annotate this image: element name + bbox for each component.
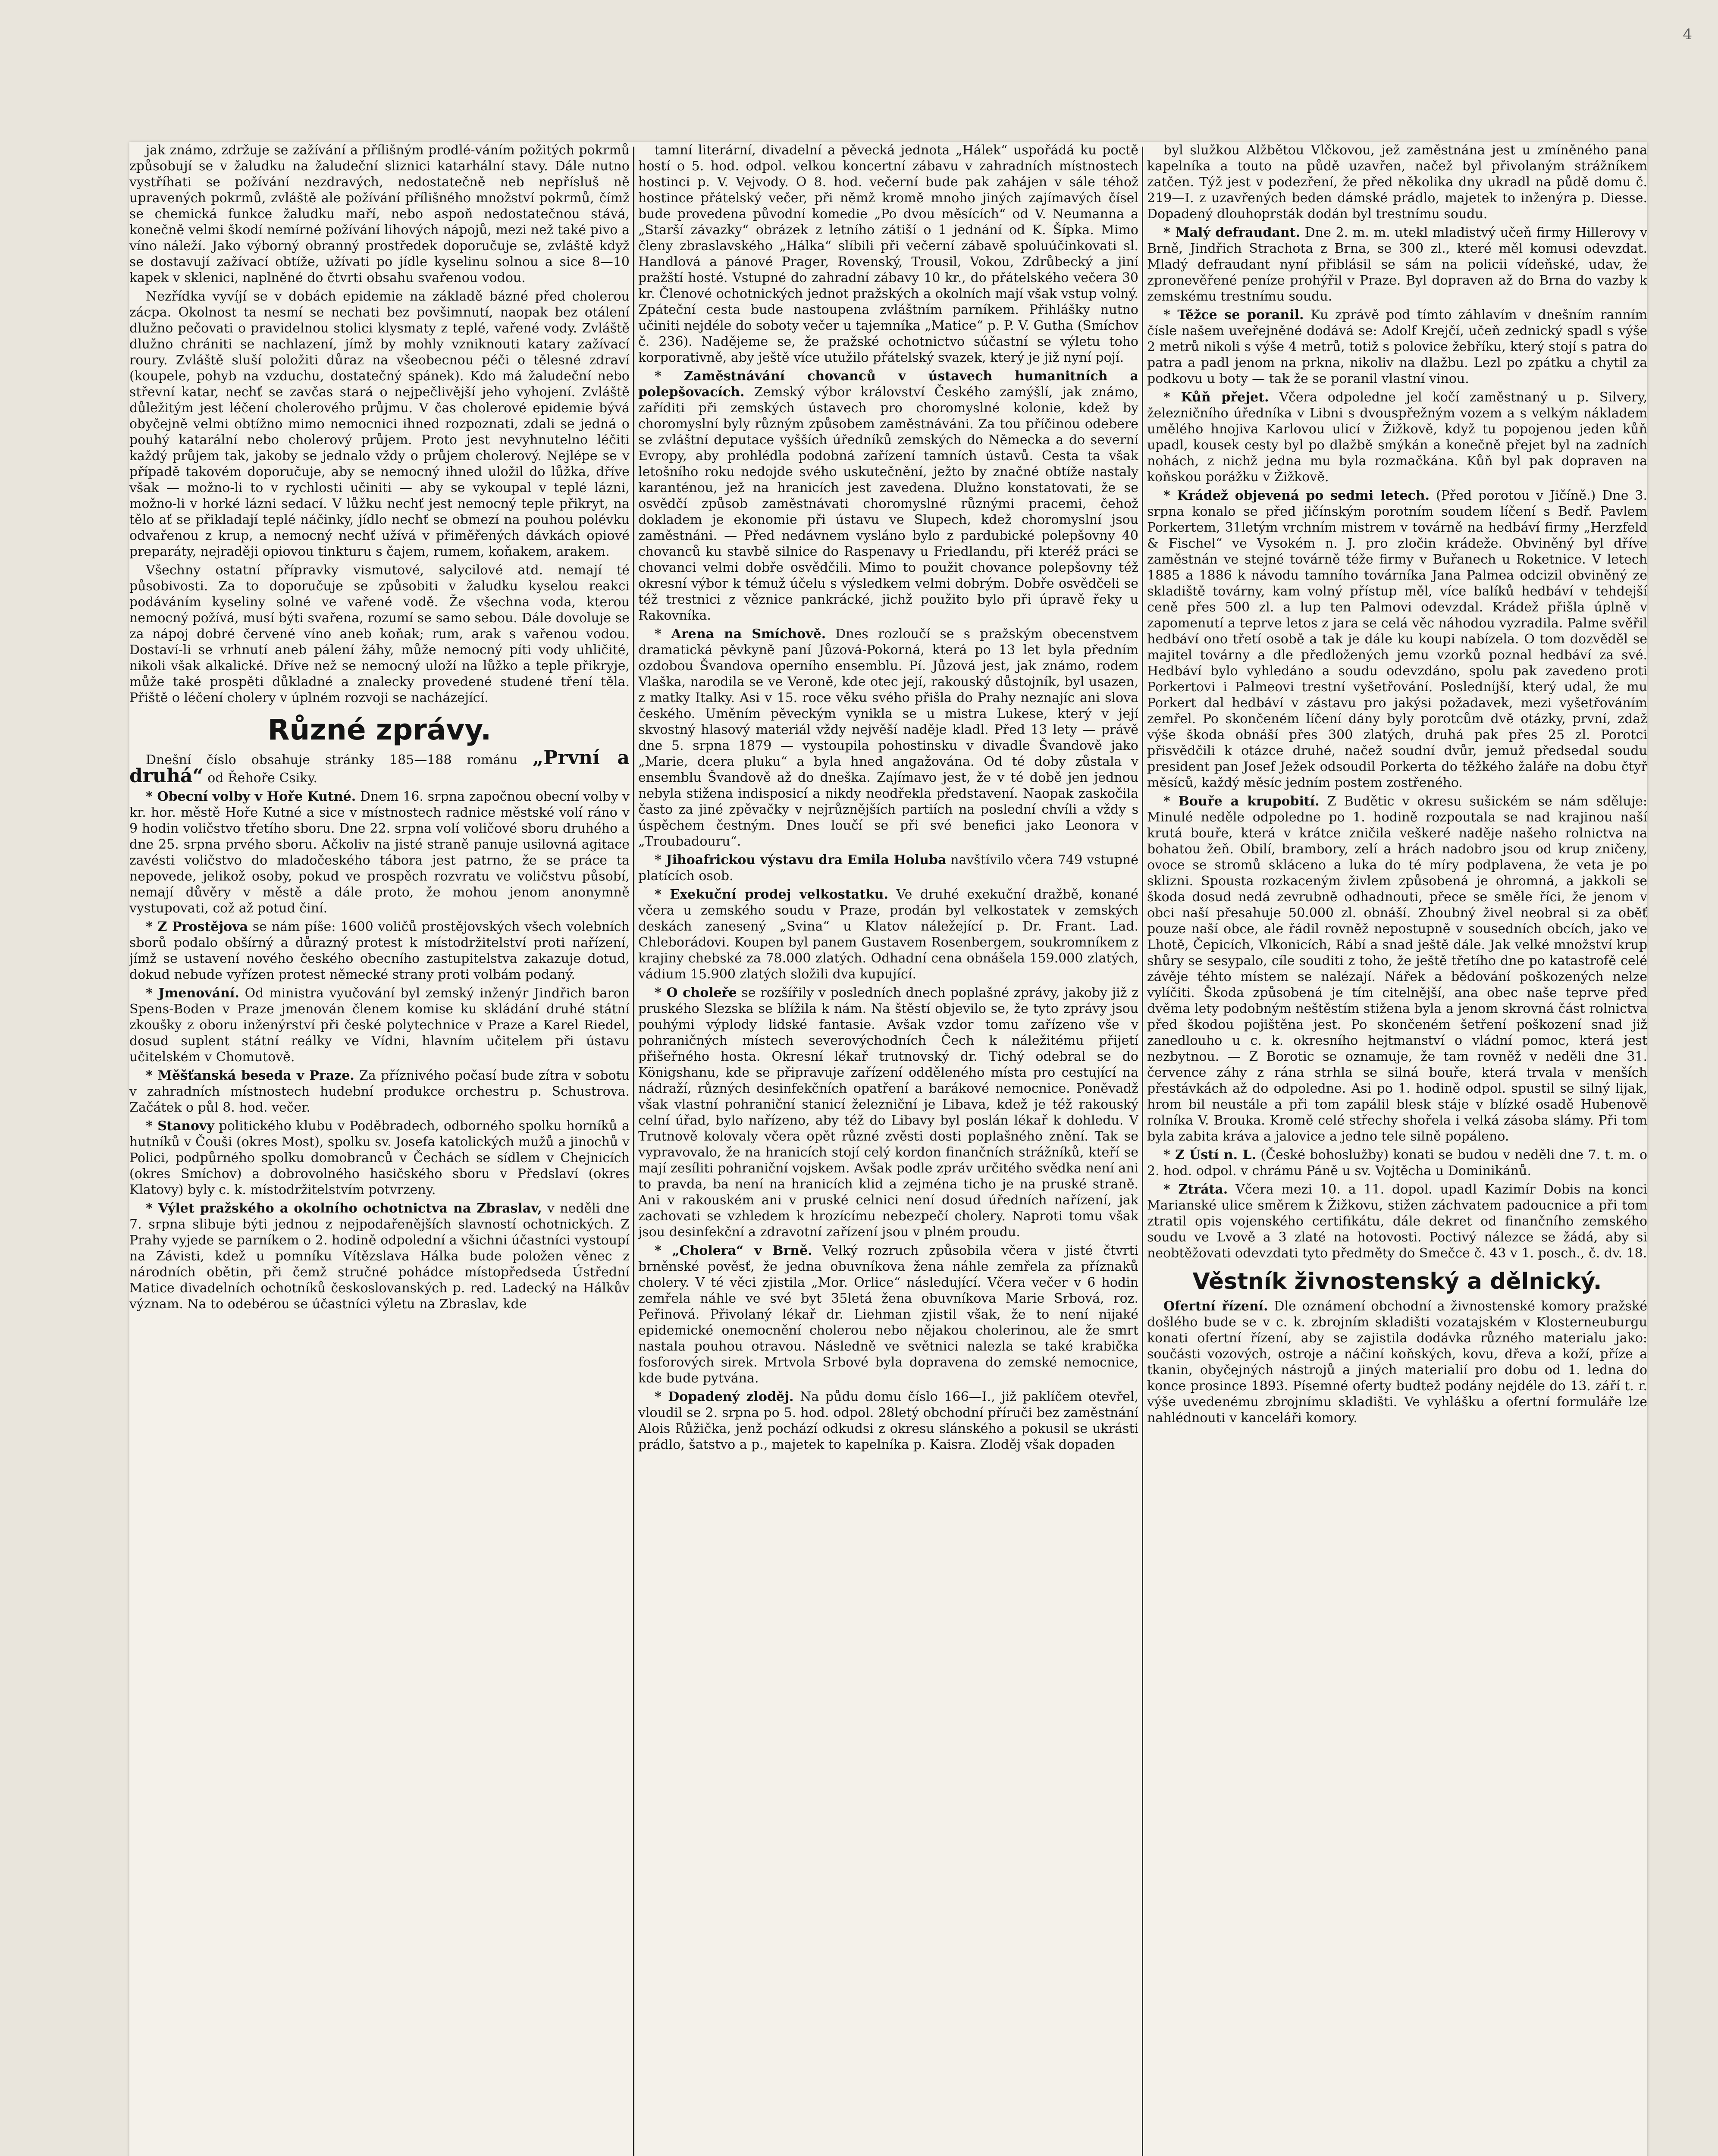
news-item: * Arena na Smíchově. Dnes rozloučí se s pražským obecenstvem dramatická pěvkyně paní Jůzová-Pokorná, která po 13 let byla předním ozdobou Švandova operního ensemblu. Pí. Jůzová jest, jak známo, rodem Vlaška, narodila se ve Veroně, kde otec její, rakouský důstojník, byl usazen, z matky Italky. Asi v 15. roce věku svého přišla do Prahy neznajíc ani slova českého. Uměním pěveckým vynikla se u mistra Lukese, který v její skvostný hlasový materiál vždy nejvěší naděje kladl. Před 13 lety — právě dne 5. srpna 1879 — vystoupila pohostinsku v divadle Švandově jako „Marie, dcera pluku“ a byla hned angažována. Od té doby zůstala v ensemblu Švandově až do dneška. Zajímavo jest, že v té době jen jednou nebyla stižena indisposicí a nikdy neodřekla představení. Naopak zaskočila často za jiné zpěvačky v nejrůznějších partiích na poslední chvíli a vždy s úspěchem čestným. Dnes loučí se při své benefici jako Leonora v „Troubadouru“. [638,627,1138,849]
news-item: * Dopadený zloděj. Na půdu domu číslo 166—I., již paklíčem otevřel, vloudil se 2. srpna po 5. hod. odpol. 28letý obchodní příruči bez zaměstnání Alois Růžička, jenž pochází odkudsi z okresu slánského a pokusil se ukrásti prádlo, šatstvo a p., majetek to kapelníka p. Kaisra. Zloděj však dopaden [638,1389,1138,1452]
news-headline: * Jihoafrickou výstavu dra Emila Holuba [655,852,947,868]
news-item: * Exekuční prodej velkostatku. Ve druhé exekuční dražbě, konané včera u zemského soudu v Praze, prodán byl velkostatek v zemských deskách zanesený „Svina“ u Klatov náležející p. Dr. Frant. Lad. Chleborádovi. Koupen byl panem Gustavem Rosenbergem, soukromníkem z krajiny chebské za 78.000 zlatých. Odhadní cena obnášela 159.000 zlatých, vádium 15.900 zlatých složili dva kupující. [638,887,1138,982]
news-headline: * Měšťanská beseda v Praze. [146,1068,354,1083]
news-item: * „Cholera“ v Brně. Velký rozruch způsobila včera v jisté čtvrti brněnské pověsť, že jedna obuvníkova žena náhle zemřela za příznaků cholery. V té věci zjistila „Mor. Orlice“ následující. Včera večer v 6 hodin zemřela náhle ve své byt 35letá žena obuvníkova Marie Srbová, roz. Peřinová. Přivolaný lékař dr. Liehman zjistil však, že to není nijaké epidemické onemocnění cholerou nebo nějakou cholerinou, ale že smrt nastala pouhou otravou. Následně ve světnici nalezla se také krabička fosforových sirek. Mrtvola Srbové byla dopravena do zemské nemocnice, kde bude pytvána. [638,1243,1138,1386]
news-headline: Ofertní řízení. [1163,1299,1268,1314]
news-headline: * Z Prostějova [146,919,248,934]
section-title: Věstník živnostenský a dělnický. [1192,1269,1602,1294]
news-headline: * Exekuční prodej velkostatku. [655,887,888,902]
news-headline: * O choleře [655,985,737,1000]
news-headline: * Dopadený zloděj. [655,1389,794,1404]
article-text: Nezřídka vyvíjí se v dobách epidemie na základě bázné před cholerou zácpa. Okolnost ta nesmí se nechati bez povšimnutí, naopak bez otálení dlužno pečovati o pravidelnou stolici klysmaty z teplé, vařené vody. Zvláště dlužno chrániti se nachlazení, jímž by mohly vzniknouti katary zažívací roury. Zvláště sluší položiti důraz na všeobecnou péči o tělesné zdraví (koupele, pohyb na vzduchu, dostatečný spánek). Kdo má žaludeční nebo střevní katar, nechť se zavčas stará o nejpečlivější jeho vyhojení. Zvláště důležitým jest léčení cholerového průjmu. V čas cholerové epidemie bývá obyčejně velmi obtížno mimo nemocnici ihned rozpoznati, zdali se jedná o pouhý katarální nebo cholerový průjem. Proto jest nevyhnutelno léčiti každý průjem tak, jakoby se jednalo vždy o průjem cholerový. Nejlépe se v případě takovém doporučuje, aby se nemocný ihned uložil do lůžka, dříve však — možno-li to v rychlosti učiniti — aby se vykoupal v teplé lázni, možno-li v horké lázni sedací. V lůžku nechť jest nemocný teple přikryt, na tělo ať se přikladají teplé náčinky, jídlo nechť se obmezí na pouhou polévku odvařenou z krup, a nemocný nechť užívá v přiměřených dávkách opiové preparáty, nejraději opiovou tinkturu s čajem, rumem, koňakem, arakem. [129,289,630,559]
news-headline: * Obecní volby v Hoře Kutné. [146,789,356,804]
news-headline: * Krádež objevená po sedmi letech. [1163,488,1430,503]
news-item: * Kůň přejet. Včera odpoledne jel kočí zaměstnaný u p. Silvery, železničního úředníka v Libni s dvouspřežným vozem a s velkým nákladem umělého hnojiva Karlovou ulicí v Žižkově, když tu popojenou jeden kůň upadl, kousek cesty byl po dlažbě smýkán a konečně přejet byl na zadních nohách, z nichž jedna mu byla rozmačkána. Kůň byl pak dopraven na koňskou porážku v Žižkově. [1147,390,1647,485]
news-headline: * Kůň přejet. [1163,390,1269,405]
column-1 [129,142,630,2156]
news-headline: * Jmenování. [146,986,239,1001]
news-item: * Obecní volby v Hoře Kutné. Dnem 16. srpna započnou obecní volby v kr. hor. městě Hoře Kutné a sice v místnostech radnice městské volí ráno v 9 hodin voličstvo třetího sboru. Dne 22. srpna volí voličové sboru druhého a dne 25. srpna prvého sboru. Ačkoliv na jisté straně panuje usilovná agitace zavésti voličstvo do mladočeského tábora jest patrno, že se práce ta nepovede, jelikož osoby, pokud ve prospěch rozvratu ve voličstvu působí, nemají důvěry v městě a dále proto, že mohou jenom anonymně vystupovati, což až potud činí. [129,789,630,916]
news-item: * O choleře se rozšířily v posledních dnech poplašné zprávy, jakoby již z pruského Slezska se blížila k nám. Na štěstí objevilo se, že tyto zprávy jsou pouhými výplody lidské fantasie. Avšak vzdor tomu zařízeno vše v pohraničných místech severovýchodních Čech k náležitému přijetí přišeřného hosta. Okresní lékař trutnovský dr. Tichý odebral se do Königshanu, kde se připravuje zařízení odděleného místa pro cestující na nádraží, různých desinfekčních opatření a barákové nemocnice. Poněvadž však vlastní pohraniční stanicí železniční je Libava, kdež je též rakouský celní úřad, bylo nařízeno, aby též do Libavy byl poslán lékař k dohledu. V Trutnově kolovaly včera opět různé zvěsti dosti poplašného znění. Tak se vypravovalo, že na hranicích stojí celý kordon finančních strážníků, kteří se mají zesíliti pohraniční vojskem. Avšak podle zpráv určitého svědka není ani to pravda, ba není na hranicích klid a zejména ticho je na pruské straně. Ani v rakouském ani v pruské celnici není dosud úředních nařízení, jak zachovati se vzhledem k hrozícímu nebezpečí cholery. Naproti tomu však jsou desinfekční a zdravotní zařízení jsou v plném proudu. [638,985,1138,1240]
news-item: * Z Ústí n. L. (České bohoslužby) konati se budou v neděli dne 7. t. m. o 2. hod. odpol. v chrámu Páně u sv. Vojtěcha u Dominikánů. [1147,1147,1647,1178]
section-title: Různé zprávy. [267,713,492,746]
news-headline: * Arena na Smíchově. [655,627,826,642]
article-text: Všechny ostatní přípravky vismutové, salycilové atd. nemají té působivosti. Za to doporučuje se způsobiti v žaludku kyselou reakci podáváním kyseliny solné ve vařené vodě. Že všechna voda, kterou nemocný požívá, musí býti svařena, rozumí se samo sebou. Dále dovoluje se za nápoj dobré červené víno aneb koňak; rum, arak s vařenou vodou. Dostaví-li se vrhnutí aneb pálení žáhy, může nemocný píti vody uhličité, nikoli však alkalické. Dříve než se nemocný uloží na lůžko a teple přikryje, může také prospěti důkladné a znalecky provedené studené tření těla. Přiště o léčení cholery v úplném rozvoji se nacházející. [129,563,630,705]
article-text: byl služkou Alžbětou Vlčkovou, jež zaměstnána jest u zmíněného pana kapelníka a touto na půdě uzavřen, načež byl přivolaným strážníkem zatčen. Týž jest v podezření, že před několika dny ukradl na půdě domu č. 219—I. z uzavřených beden dámské prádlo, majetek to inženýra p. Diesse. Dopadený dlouhoprsták dodán byl trestnímu soudu. [1147,143,1647,222]
news-item: * Stanovy politického klubu v Poděbradech, odborného spolku horníků a hutníků v Čouši (okres Most), spolku sv. Josefa katolických mužů a jinochů v Polici, podpůrného spolku domobranců v Čechách se sídlem v Chejnicích (okres Smíchov) a dobrovolného hasičského sboru v Předslaví (okres Klatovy) byly c. k. místodržitelstvím potvrzeny. [129,1119,630,1197]
news-headline: * Bouře a krupobití. [1163,794,1320,809]
column-rule [1142,147,1143,2156]
news-headline: * Ztráta. [1163,1182,1228,1197]
news-headline: * Stanovy [146,1119,214,1134]
news-headline: * Z Ústí n. L. [1163,1147,1256,1163]
article-text: jak známo, zdržuje se zažívání a přílišným prodlé-váním požitých pokrmů způsobují se v žaludku na žaludeční sliznici katarhální stavy. Dále nutno vystříhati se požívání nezdravých, nedostatečně neb nepřísluš ně upravených pokrmů, zvláště ale požívání přílišného množství pokrmů, čímž se chemická funkce žaludku maří, nebo aspoň nedostatečnou stává, konečně velmi škodí nemírné požívání lihových nápojů, mezi než také pivo a víno náleží. Jako výborný obranný prostředek doporučuje se, zvláště když se dostavují zažívací obtíže, užívati po jídle kyselinu solnou a sice 8—10 kapek v sklenici, naplněné do čtvrti obsahu svařenou vodou. [129,143,630,285]
news-item: * Výlet pražského a okolního ochotnictva na Zbraslav, v neděli dne 7. srpna slibuje býti jednou z nejpodařenějších slavností ochotnických. Z Prahy vyjede se parníkem o 2. hodině odpolední a všichni účastníci vystoupí na Závisti, kdež u pomníku Vítězslava Hálka bude položen věnec z národních obětin, při čemž stručné pohádce místopředseda Ústřední Matice divadelních ochotníků českoslovanských p. red. Ladecký na Hálkův význam. Na to odebérou se účastníci výletu na Zbraslav, kde [129,1201,630,1312]
news-item: * Zaměstnávání chovanců v ústavech humanitních a polepšovacích. Zemský výbor království Českého zamýšlí, jak známo, zaříditi při zemských ústavech pro choromyslné kolonie, kdež by choromyslní byly různým způsobem zaměstnáváni. Za tou příčinou odebere se zvláštní deputace vyšších úředníků zemských do Německa a do severní Evropy, aby prohlédla podobná zařízení tamních ústavů. Cesta ta však letošního roku nedojde svého uskutečnění, ježto by značné obtíže nastaly karanténou, jež na hranicích jest zavedena. Dlužno konstatovati, že se osvědčí způsob zaměstnávati choromyslné různými pracemi, čehož dokladem je ekonomie při ústavu ve Slupech, kdež choromyslní jsou zaměstnáni. — Před nedávnem vysláno bylo z pardubické polepšovny 40 chovanců ku stavbě silnice do Raspenavy u Friedlandu, při kteréž práci se chovanci velmi dobře osvědčili. Mimo to použit chovance polepšovny též okresní výbor k témuž účelu s výsledkem velmi dobrým. Dobře osvědčeli se též trestnici z věznice pankrácké, jichž použito bylo při úpravě řeky u Rakovníka. [638,369,1138,623]
news-item: * Bouře a krupobití. Z Budětic v okresu sušickém se nám sděluje: Minulé neděle odpoledne po 1. hodině rozpoutala se nad krajinou naší krutá bouře, která v krátce zničila veškeré naděje našeho rolnictva na bohatou žeň. Obilí, brambory, zelí a hrách nadobro jsou od krup zničeny, ovoce se stromů skláceno a luka do té míry podplavena, že veta je po sklizni. Spousta rozkaceným živlem způsobená je ohromná, a jakkoli se škoda dosud nedá zevrubně odhadnouti, přece se směle říci, že jenom v obci naší přesahuje 50.000 zl. obnáší. Zhoubný živel neobral si za oběť pouze naší obce, ale řádil rovněž nepostupně v sousedních obcích, jako ve Lhotě, Čepicích, Vlkonicích, Rábí a snad ještě dále. Jak velké množství krup shůry se sesypalo, cíle souditi z toho, že ještě třetího dne po katastrofě celé závěje téhto místem se nalézají. Nářek a bědování poškozených nelze vylíčiti. Škoda způsobená je tím citelnější, ana obec naše teprve před dvěma lety podobným neštěstím stižena byla a jenom skrovná část rolnictva před škodou pojištěna jest. Po skončeném šetření poškození snad již zanedlouho u c. k. okresního hejtmanství o vládní pomoc, která jest nezbytnou. — Z Borotic se oznamuje, že tam rovněž v neděli dne 31. července záhy z rána strhla se silná bouře, která trvala v menších přestávkách až do odpoledne. Asi po 1. hodině odpol. spustil se silný lijak, hrom bil neustále a při tom zapálil blesk stáje v blízké osadě Hubenově rolníka V. Brouka. Kromě celé střechy shořela i velká zásoba slámy. Při tom byla zabita kráva a jalovice a jedno tele silně popáleno. [1147,794,1647,1144]
column-2 [638,142,1138,2156]
news-headline: * Malý defraudant. [1163,225,1301,240]
news-headline: * Zaměstnávání chovanců v ústavech humanitních a polepšovacích. [638,369,1138,400]
column-rule [633,147,634,2156]
news-item: * Malý defraudant. Dne 2. m. m. utekl mladistvý učeň firmy Hillerovy v Brně, Jindřich Strachota z Brna, se 300 zl., které měl komusi odevzdat. Mladý defraudant nyní přiblásil se sám na policii vídeňské, udav, že zpronevěřené peníze prohýřil v Praze. Byl dopraven až do Brna do vazby k zemskému trestnímu soudu. [1147,225,1647,304]
article-text: tamní literární, divadelní a pěvecká jednota „Hálek“ uspořádá ku poctě hostí o 5. hod. odpol. velkou koncertní zábavu v zahradních místnostech hostinci p. V. Vejvody. O 8. hod. večerní bude pak zahájen v sále téhož hostince přátelský večer, při němž kromě mnoho jiných zajímavých čísel bude provedena původní komedie „Po dvou měsících“ od V. Neumanna a „Starší závazky“ obrázek z letního zátiší o 1 jednání od K. Šípka. Mimo členy zbraslavského „Hálka“ slíbili při večerní zábavě spoluúčinkovati sl. Handlová a pánové Prager, Rovenský, Trousil, Vokou, Zdrůbecký a jiní pražští hosté. Vstupné do zahradní zábavy 10 kr., do přátelského večera 30 kr. Členové ochotnických jednot pražských a okolních mají však vstup volný. Zpáteční cesta bude nastoupena zvláštním parníkem. Přihlášky nutno učiniti nejdéle do soboty večer u tajemníka „Matice“ p. P. V. Gutha (Smíchov č. 236). Nadějeme se, že pražské ochotnictvo súčastní se výletu toho korporativně, aby ještě více utužilo přátelský svazek, který je již nyní pojí. [638,143,1138,365]
news-headline: * „Cholera“ v Brně. [655,1243,812,1258]
column-3 [1147,142,1647,2156]
news-item: Ofertní řízení. Dle oznámení obchodní a živnostenské komory pražské došlého bude se v c. k. zbrojním skladišti vozatajském v Klosterneuburgu konati ofertní řízení, aby se zajistila dodávka různého materialu jako: součásti vozových, ostroje a náčiní koňských, kovu, dřeva a koží, příze a tkanin, obyčejných nástrojů a jiných materialií pro dobu od 1. ledna do konce prosince 1893. Písemné oferty budtež podány nejdéle do 13. září t. r. výše uvedenému zbrojnímu skladišti. Ve vyhlášku a ofertní formuláře lze nahlédnouti v kanceláři komory. [1147,1299,1647,1426]
novel-title: „První a druhá“ [129,747,630,787]
newspaper-page [129,142,1647,2156]
news-item: * Jihoafrickou výstavu dra Emila Holuba navštívilo včera 749 vstupné platících osob. [638,852,1138,884]
news-item: * Měšťanská beseda v Praze. Za příznivého počasí bude zítra v sobotu v zahradních místnostech hudební produkce orchestru p. Schustrova. Začátek o půl 8. hod. večer. [129,1068,630,1115]
news-item: * Z Prostějova se nám píše: 1600 voličů prostějovských všech volebních sborů podalo obšírný a důrazný protest k místodržitelství proti nařízení, jímž se ustavení nového českého obecního zastupitelstva zakazuje dotud, dokud nebude vyřízen protest německé strany proti volbám podaný. [129,919,630,982]
novel-notice: Dnešní číslo obsahuje stránky 185—188 románu „První a druhá“ od Řehoře Csiky. [129,747,630,787]
news-headline: * Těžce se poranil. [1163,307,1304,323]
news-item: * Ztráta. Včera mezi 10. a 11. dopol. upadl Kazimír Dobis na konci Marianské ulice směrem k Žižkovu, stižen záchvatem padoucnice a při tom ztratil opis vojenského certifikátu, dále dekret od finančního zemského soudu ve Lvově a 3 zlaté na hotovosti. Poctivý nálezce se žádá, aby si neobtěžovati odevzdati tyto předměty do Smečce č. 43 v 1. posch., č. dv. 18. [1147,1182,1647,1261]
news-item: * Jmenování. Od ministra vyučování byl zemský inženýr Jindřich baron Spens-Boden v Praze jmenován členem komise ku skládání druhé státní zkoušky z oboru inženýrství při české polytechnice v Praze a Karel Riedel, dosud suplent státní reálky ve Vídni, hlavním učitelem při ústavu učitelském v Chomutově. [129,986,630,1065]
news-item: * Krádež objevená po sedmi letech. (Před porotou v Jičíně.) Dne 3. srpna konalo se před jičínským porotním soudem líčení s Bedř. Pavlem Porkertem, 31letým vrchním mistrem v továrně na hedbáví firmy „Herzfeld & Fischel“ ve Vysokém n. J. pro zločin krádeže. Obviněný byl dříve zaměstnán ve stejné továrně téže firmy v Buřanech u Roketnice. V letech 1885 a 1886 k návodu tamního továrníka Jana Palmea odcizil obviněný ze skladiště továrny, kam volný přístup měl, více balíků hedbáví v tehdejší ceně přes 500 zl. a lup ten Palmovi odevzdal. Krádež přišla úplně v zapomenutí a teprve letos z jara se celá věc náhodou vyzradila. Palme svěřil hedbáví ono třetí osobě a tak je dále ku koupi nabízela. O tom dozvěděl se majitel továrny a dle předložených jemu vzorků poznal hedbáví za své. Hedbáví bylo vyhledáno a soudu odevzdáno, spolu pak zavedeno proti Porkertovi i Palmeovi trestní vyšetřování. Posledníjší, který udal, že mu Porkert dal hedbáví v zástavu pro jakýsi požadavek, mezi vyšetřováním zemřel. Po skončeném líčení dány byly porotcům dvě otázky, první, zdaž výše škoda obnáší přes 300 zlatých, druhá pak přes 25 zl. Porotci přisvědčili k otázce druhé, načež soudní dvůr, jemuž předsedal soudu president pan Josef Ježek odsoudil Porkerta do těžkého žaláře na dobu čtyř měsíců, každý měsíc jedním postem zostřeného. [1147,488,1647,790]
news-headline: * Výlet pražského a okolního ochotnictva na Zbraslav, [146,1201,542,1216]
page-number: 4 [1683,26,1692,43]
news-item: * Těžce se poranil. Ku zprávě pod tímto záhlavím v dnešním ranním čísle našem uveřejněné dodává se: Adolf Krejčí, učeň zednický spadl s výše 2 metrů nikoli s výše 4 metrů, totiž s polovice žebříku, který stojí s patra do patra a padl jenom na prkna, nikoliv na dlažbu. Lezl po zpátku a chytil za podkovu u boty — tak že se poranil vlastní vinou. [1147,307,1647,386]
